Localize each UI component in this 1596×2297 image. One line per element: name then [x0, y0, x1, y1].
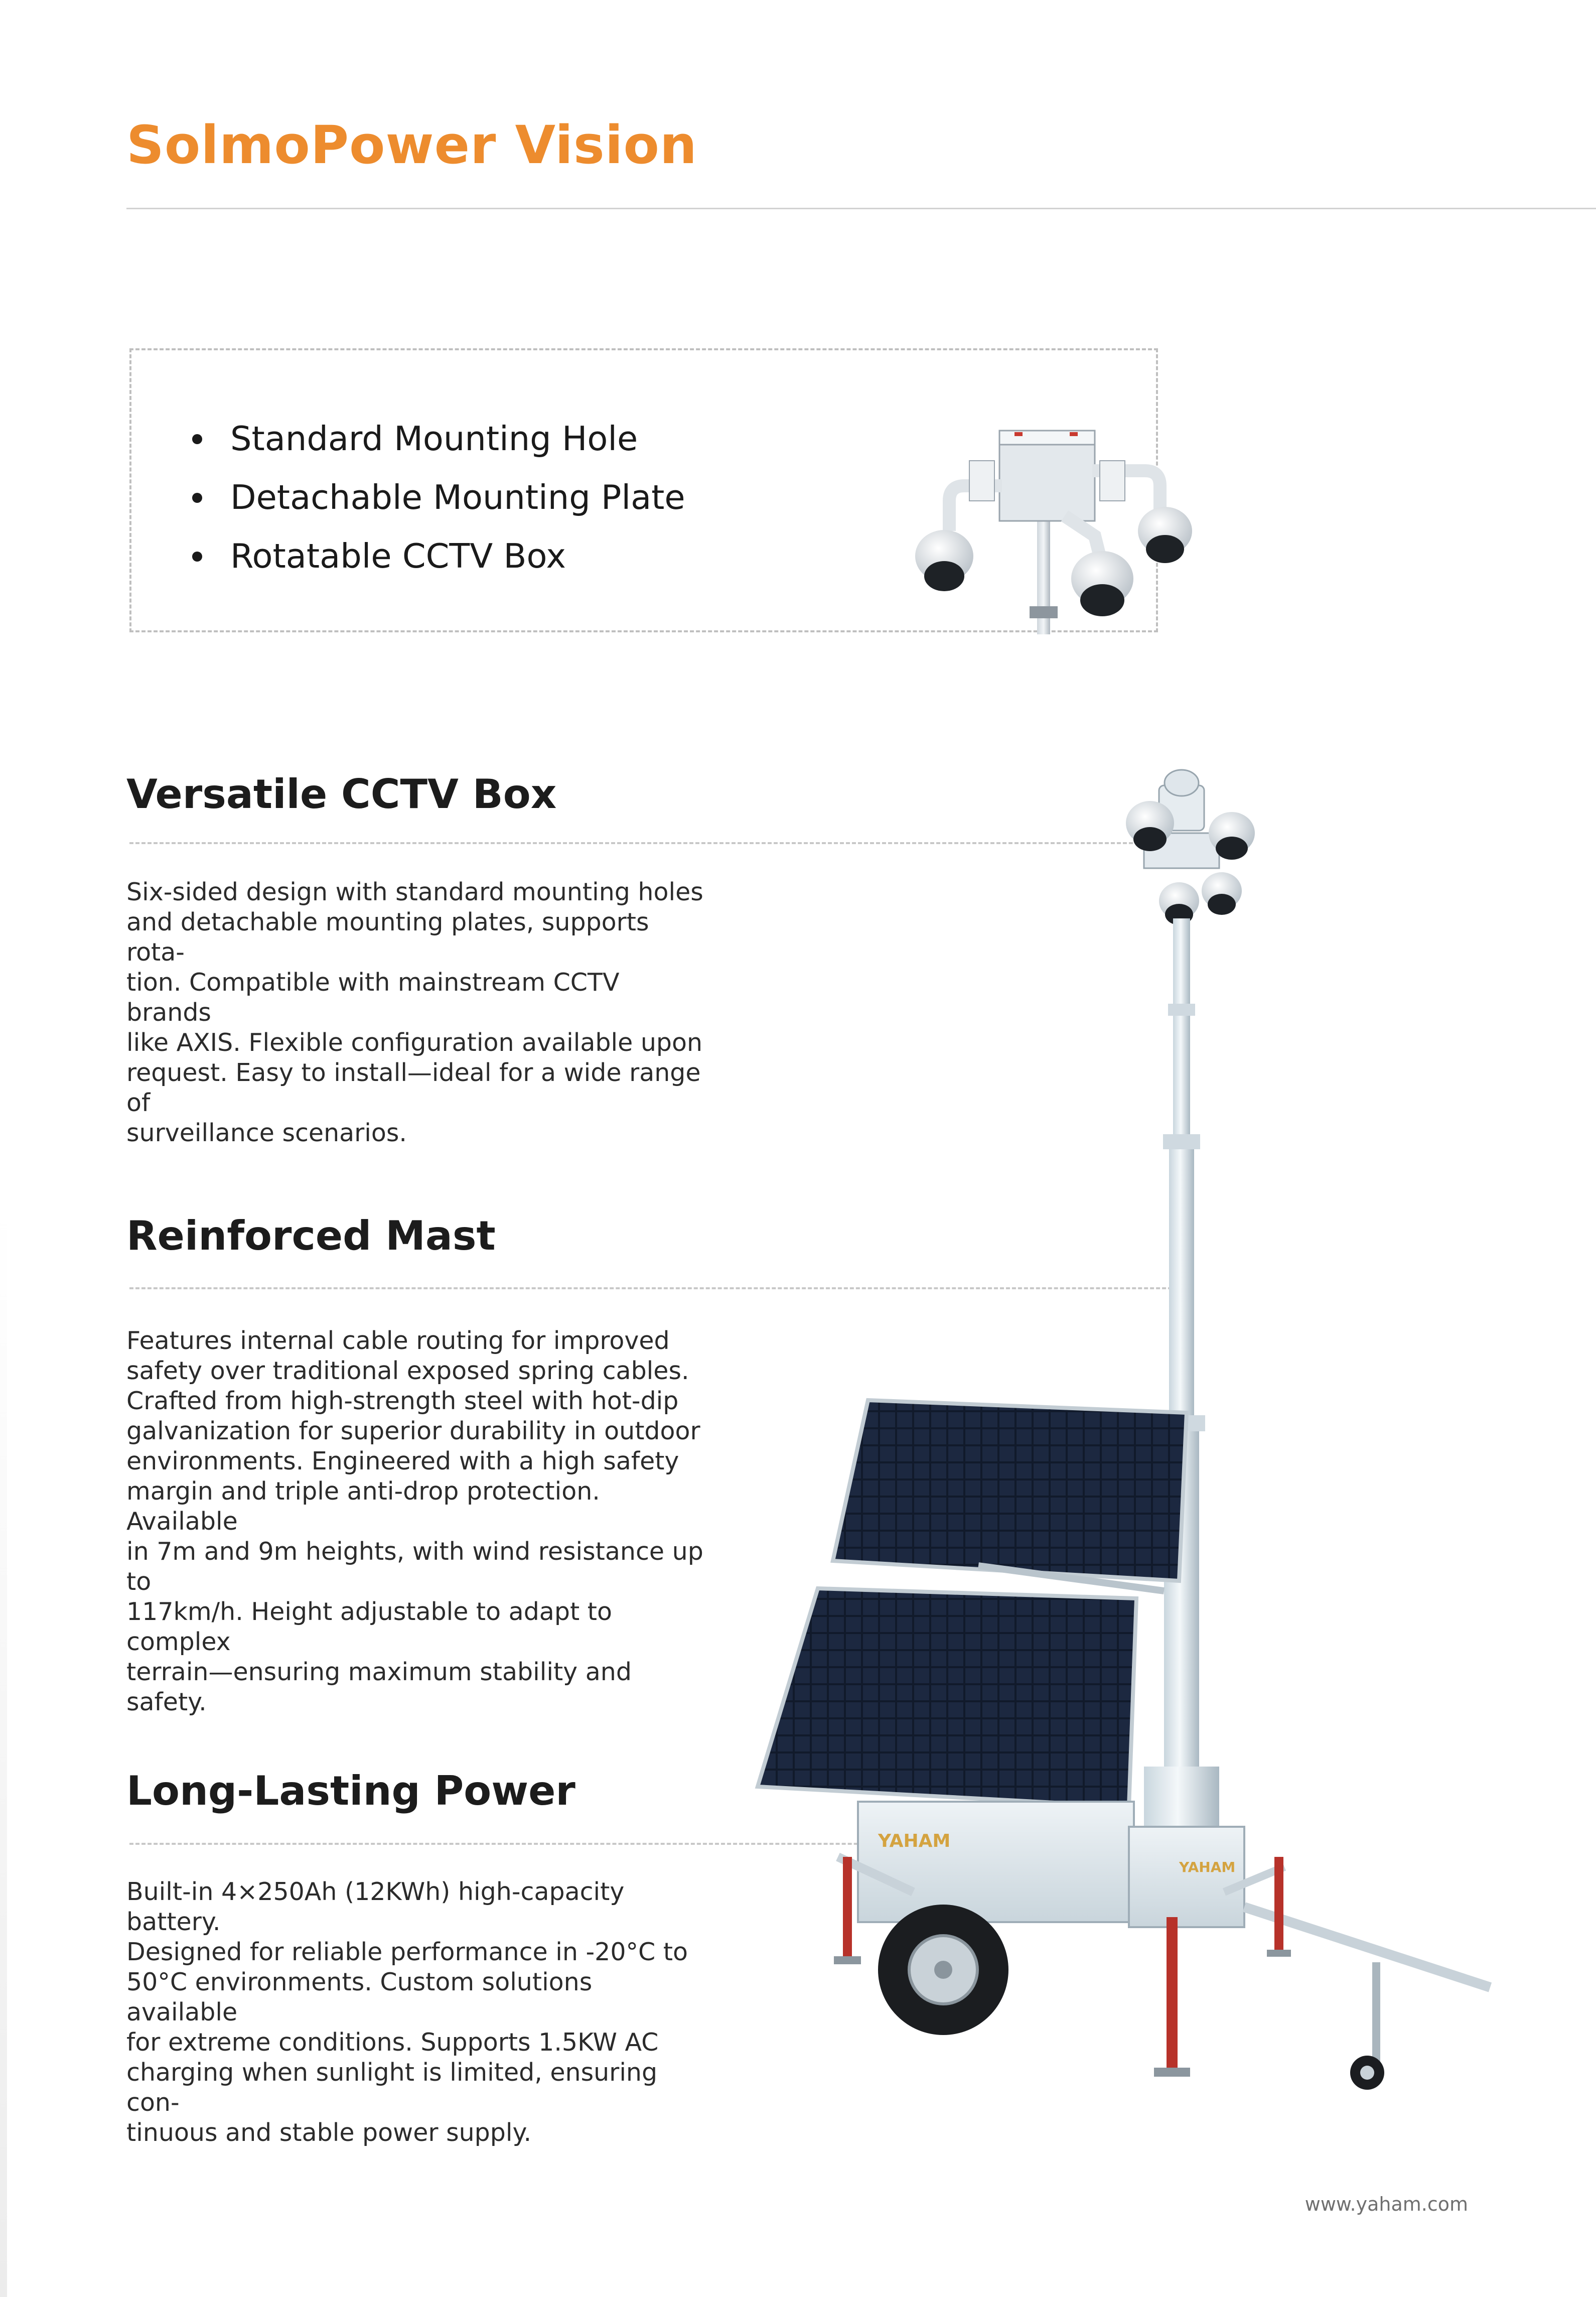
page-title: SolmoPower Vision [126, 114, 697, 176]
section-title-long-lasting-power: Long-Lasting Power [126, 1768, 575, 1814]
feature-list [189, 410, 685, 586]
body-line: tinuous and stable power supply. [126, 2118, 532, 2147]
body-line: Designed for reliable performance in -20°C to [126, 1938, 688, 1966]
body-line: request. Easy to install—ideal for a wide range of [126, 1058, 701, 1117]
body-line: Features internal cable routing for improved [126, 1326, 670, 1355]
body-line: Crafted from high-strength steel with hot-dip [126, 1387, 679, 1415]
body-line: safety over traditional exposed spring cables. [126, 1357, 689, 1385]
body-line: for extreme conditions. Supports 1.5KW AC [126, 2028, 659, 2057]
body-line: like AXIS. Flexible configuration available upon [126, 1028, 703, 1057]
page-edge-shadow [0, 1204, 7, 2297]
body-line: and detachable mounting plates, supports rota- [126, 908, 649, 967]
feature-item [189, 527, 685, 586]
feature-item-label: Standard Mounting Hole [230, 419, 638, 458]
body-line: margin and triple anti-drop protection. Available [126, 1477, 600, 1536]
body-line: Six-sided design with standard mounting holes [126, 878, 703, 906]
body-line: terrain—ensuring maximum stability and safety. [126, 1658, 632, 1716]
body-line: galvanization for superior durability in outdoor [126, 1417, 700, 1445]
feature-item [189, 468, 685, 527]
title-divider [126, 208, 1596, 209]
section-body-versatile-cctv-box [126, 877, 708, 1148]
body-line: environments. Engineered with a high safety [126, 1447, 679, 1475]
section-body-long-lasting-power [126, 1877, 708, 2148]
body-line: 50°C environments. Custom solutions available [126, 1968, 593, 2026]
solar-cctv-trailer-image [743, 763, 1505, 2118]
section-title-reinforced-mast: Reinforced Mast [126, 1212, 496, 1259]
footer-url: www.yaham.com [1304, 2193, 1468, 2215]
feature-item [189, 410, 685, 468]
body-line: in 7m and 9m heights, with wind resistance up to [126, 1537, 703, 1596]
section-body-reinforced-mast [126, 1326, 708, 1717]
body-line: 117km/h. Height adjustable to adapt to complex [126, 1597, 612, 1656]
section-title-versatile-cctv-box: Versatile CCTV Box [126, 771, 557, 818]
cctv-box-closeup-image [864, 385, 1225, 634]
trailer-brand-left: YAHAM [878, 1831, 951, 1851]
feature-box [129, 348, 1158, 632]
feature-item-label: Rotatable CCTV Box [230, 536, 566, 576]
body-line: charging when sunlight is limited, ensuring con- [126, 2058, 658, 2117]
body-line: tion. Compatible with mainstream CCTV brands [126, 968, 620, 1027]
body-line: Built-in 4×250Ah (12KWh) high-capacity battery. [126, 1877, 625, 1936]
body-line: surveillance scenarios. [126, 1119, 407, 1147]
trailer-brand-right: YAHAM [1179, 1859, 1236, 1875]
feature-item-label: Detachable Mounting Plate [230, 478, 685, 517]
